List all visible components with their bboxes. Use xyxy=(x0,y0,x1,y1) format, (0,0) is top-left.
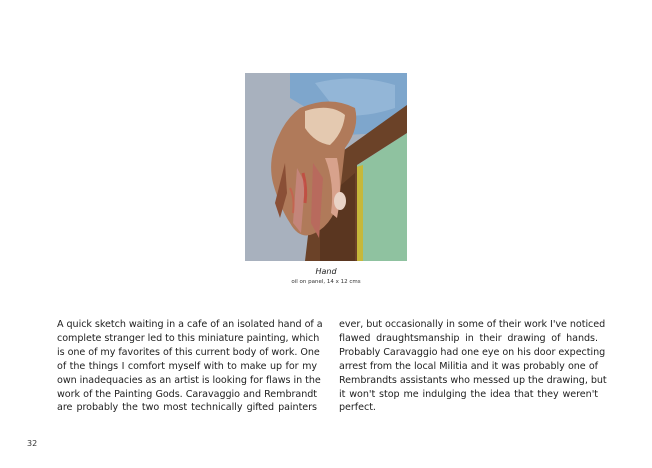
page-number: 32 xyxy=(27,439,38,448)
text-line: flawed draughtsmanship in their drawing of hands. xyxy=(339,332,598,344)
text-line: are probably the two most technically gifted painters xyxy=(57,402,317,414)
text-line: of the things I comfort myself with to make up for my xyxy=(57,360,317,372)
text-line: A quick sketch waiting in a cafe of an isolated hand of a xyxy=(57,319,323,330)
text-line: complete stranger led to this miniature painting, which xyxy=(57,332,320,344)
text-line: Probably Caravaggio had one eye on his door expecting xyxy=(339,346,606,358)
artwork-image xyxy=(245,73,407,261)
text-line: is one of my favorites of this current body of work. One xyxy=(57,346,320,358)
body-text-right-column xyxy=(339,318,607,415)
artwork-title: Hand xyxy=(315,267,337,276)
artwork-medium: oil on panel, 14 x 12 cms xyxy=(291,279,361,285)
text-line: ever, but occasionally in some of their work I've noticed xyxy=(339,319,606,330)
body-text-left-column xyxy=(57,318,323,415)
text-line: work of the Painting Gods. Caravaggio and Rembrandt xyxy=(57,388,317,400)
text-line: arrest from the local Militia and it was probably one of xyxy=(339,360,598,372)
text-line: own inadequacies as an artist is looking for flaws in the xyxy=(57,374,321,386)
text-line: Rembrandts assistants who messed up the drawing, but xyxy=(339,374,607,386)
painting-of-hand-icon xyxy=(245,73,407,261)
text-line: perfect. xyxy=(339,402,376,414)
text-line: it won't stop me indulging the idea that they weren't xyxy=(339,388,598,400)
